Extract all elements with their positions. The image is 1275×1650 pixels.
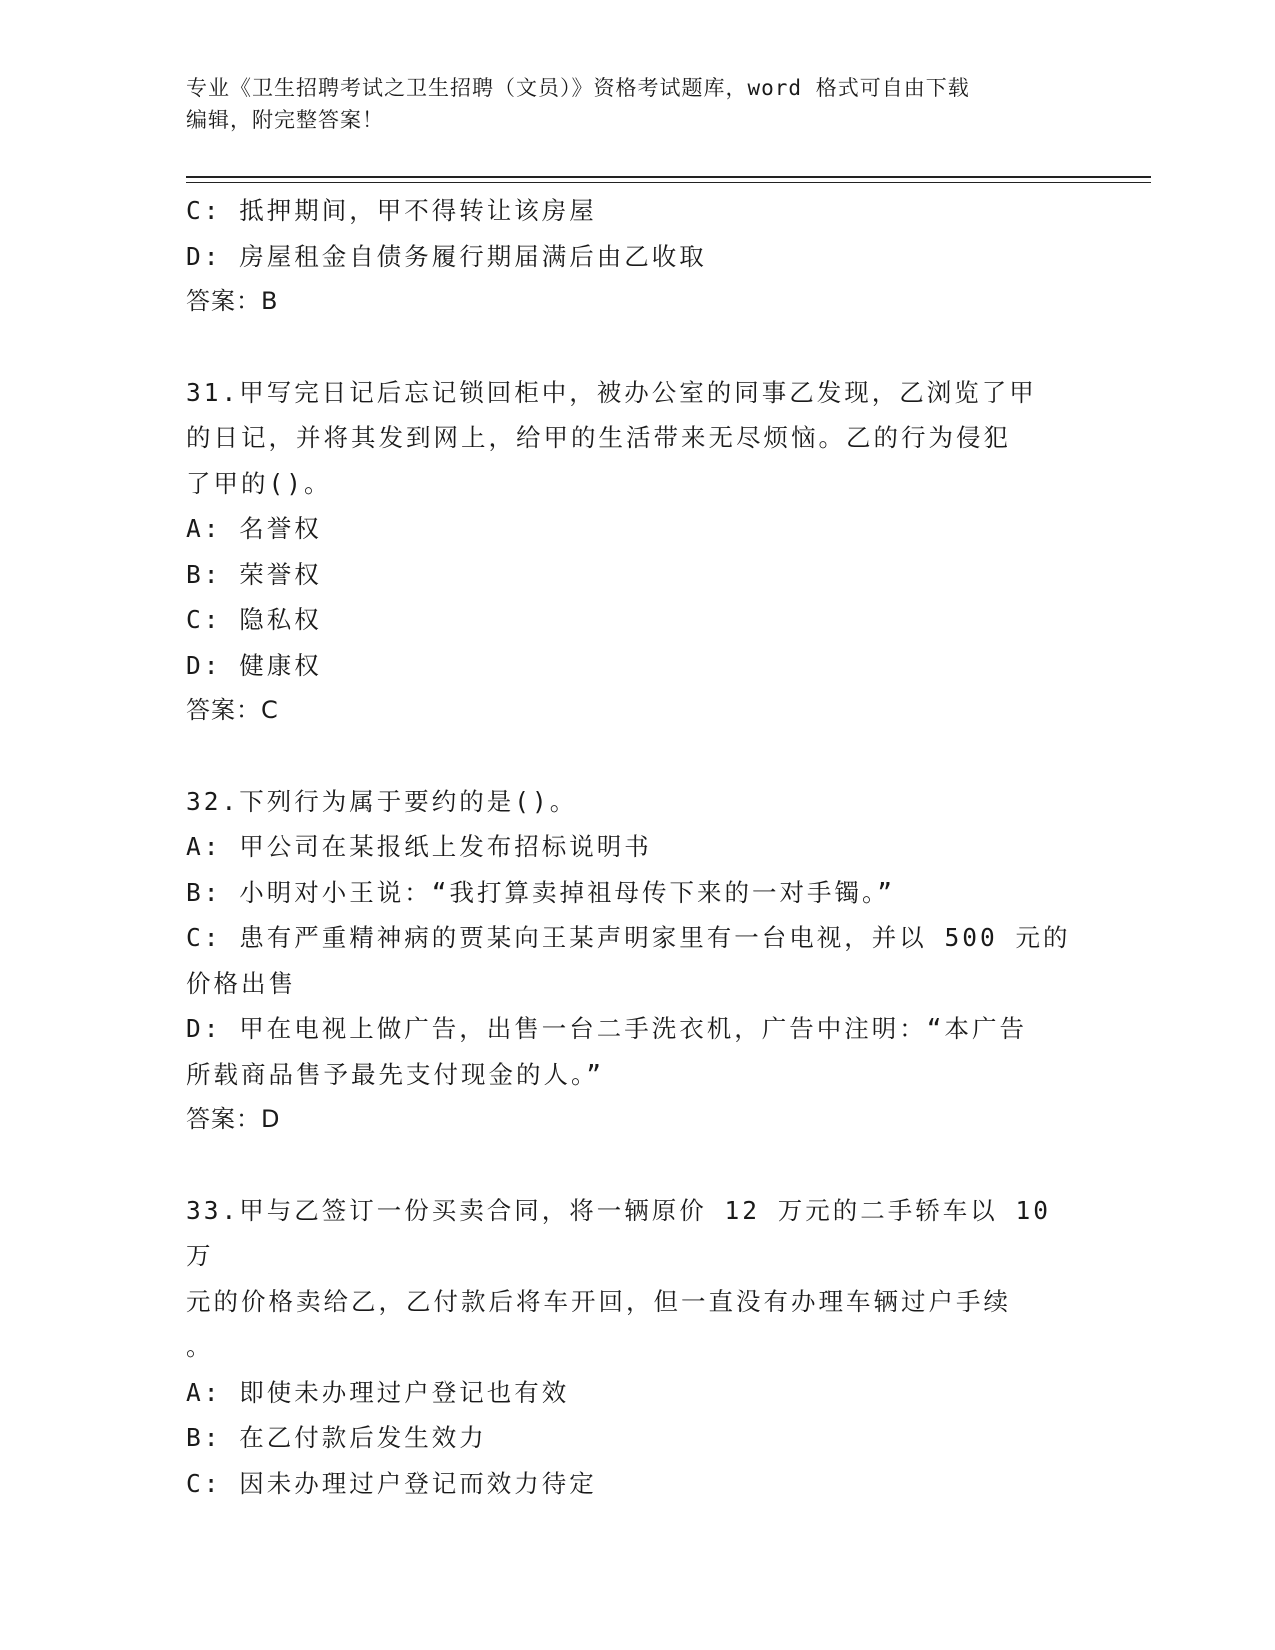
q32-option-c-line-1: C: 患有严重精神病的贾某向王某声明家里有一台电视，并以 500 元的 — [186, 923, 1071, 952]
q33-stem-line-2: 元的价格卖给乙，乙付款后将车开回，但一直没有办理车辆过户手续 — [186, 1286, 1011, 1316]
q31-stem-line-1: 31.甲写完日记后忘记锁回柜中，被办公室的同事乙发现，乙浏览了甲 — [186, 377, 1037, 407]
spacer — [186, 734, 1071, 779]
q33-option-b: B: 在乙付款后发生效力 — [186, 1423, 487, 1452]
header-line-2: 编辑，附完整答案！ — [186, 108, 384, 132]
q32-option-b: B: 小明对小王说：“我打算卖掉祖母传下来的一对手镯。” — [186, 877, 895, 907]
q32-option-c-line-2: 价格出售 — [186, 968, 296, 998]
q31-answer: 答案：C — [186, 696, 279, 724]
q33-stem-line-3: 。 — [186, 1332, 214, 1361]
header-divider-thick — [186, 176, 1151, 178]
q31-option-a: A: 名誉权 — [186, 514, 322, 543]
q31-option-d: D: 健康权 — [186, 650, 322, 680]
question-content — [186, 188, 1071, 1506]
q32-option-d-line-1: D: 甲在电视上做广告，出售一台二手洗衣机，广告中注明：“本广告 — [186, 1014, 1027, 1043]
q31-option-c: C: 隐私权 — [186, 605, 322, 634]
prev-option-d: D: 房屋租金自债务履行期届满后由乙收取 — [186, 241, 707, 271]
header-line-1: 专业《卫生招聘考试之卫生招聘（文员）》资格考试题库，word 格式可自由下载 — [186, 76, 970, 100]
document-header — [186, 72, 1066, 136]
q31-stem-line-2: 的日记，并将其发到网上，给甲的生活带来无尽烦恼。乙的行为侵犯 — [186, 423, 1011, 452]
q33-stem-line-1: 33.甲与乙签订一份买卖合同，将一辆原价 12 万元的二手轿车以 10 万 — [186, 1195, 1051, 1270]
q32-option-a: A: 甲公司在某报纸上发布招标说明书 — [186, 832, 652, 861]
q31-stem-line-3: 了甲的()。 — [186, 468, 332, 498]
q32-option-d-line-2: 所载商品售予最先支付现金的人。” — [186, 1059, 604, 1089]
prev-option-c: C: 抵押期间，甲不得转让该房屋 — [186, 196, 597, 225]
q31-option-b: B: 荣誉权 — [186, 559, 322, 589]
header-divider-thin — [186, 182, 1151, 183]
q32-stem-line-1: 32.下列行为属于要约的是()。 — [186, 786, 578, 816]
spacer — [186, 325, 1071, 370]
spacer — [186, 1143, 1071, 1188]
q33-option-c: C: 因未办理过户登记而效力待定 — [186, 1468, 597, 1498]
q32-answer: 答案：D — [186, 1105, 281, 1133]
prev-answer: 答案：B — [186, 287, 279, 315]
q33-option-a: A: 即使未办理过户登记也有效 — [186, 1377, 570, 1407]
